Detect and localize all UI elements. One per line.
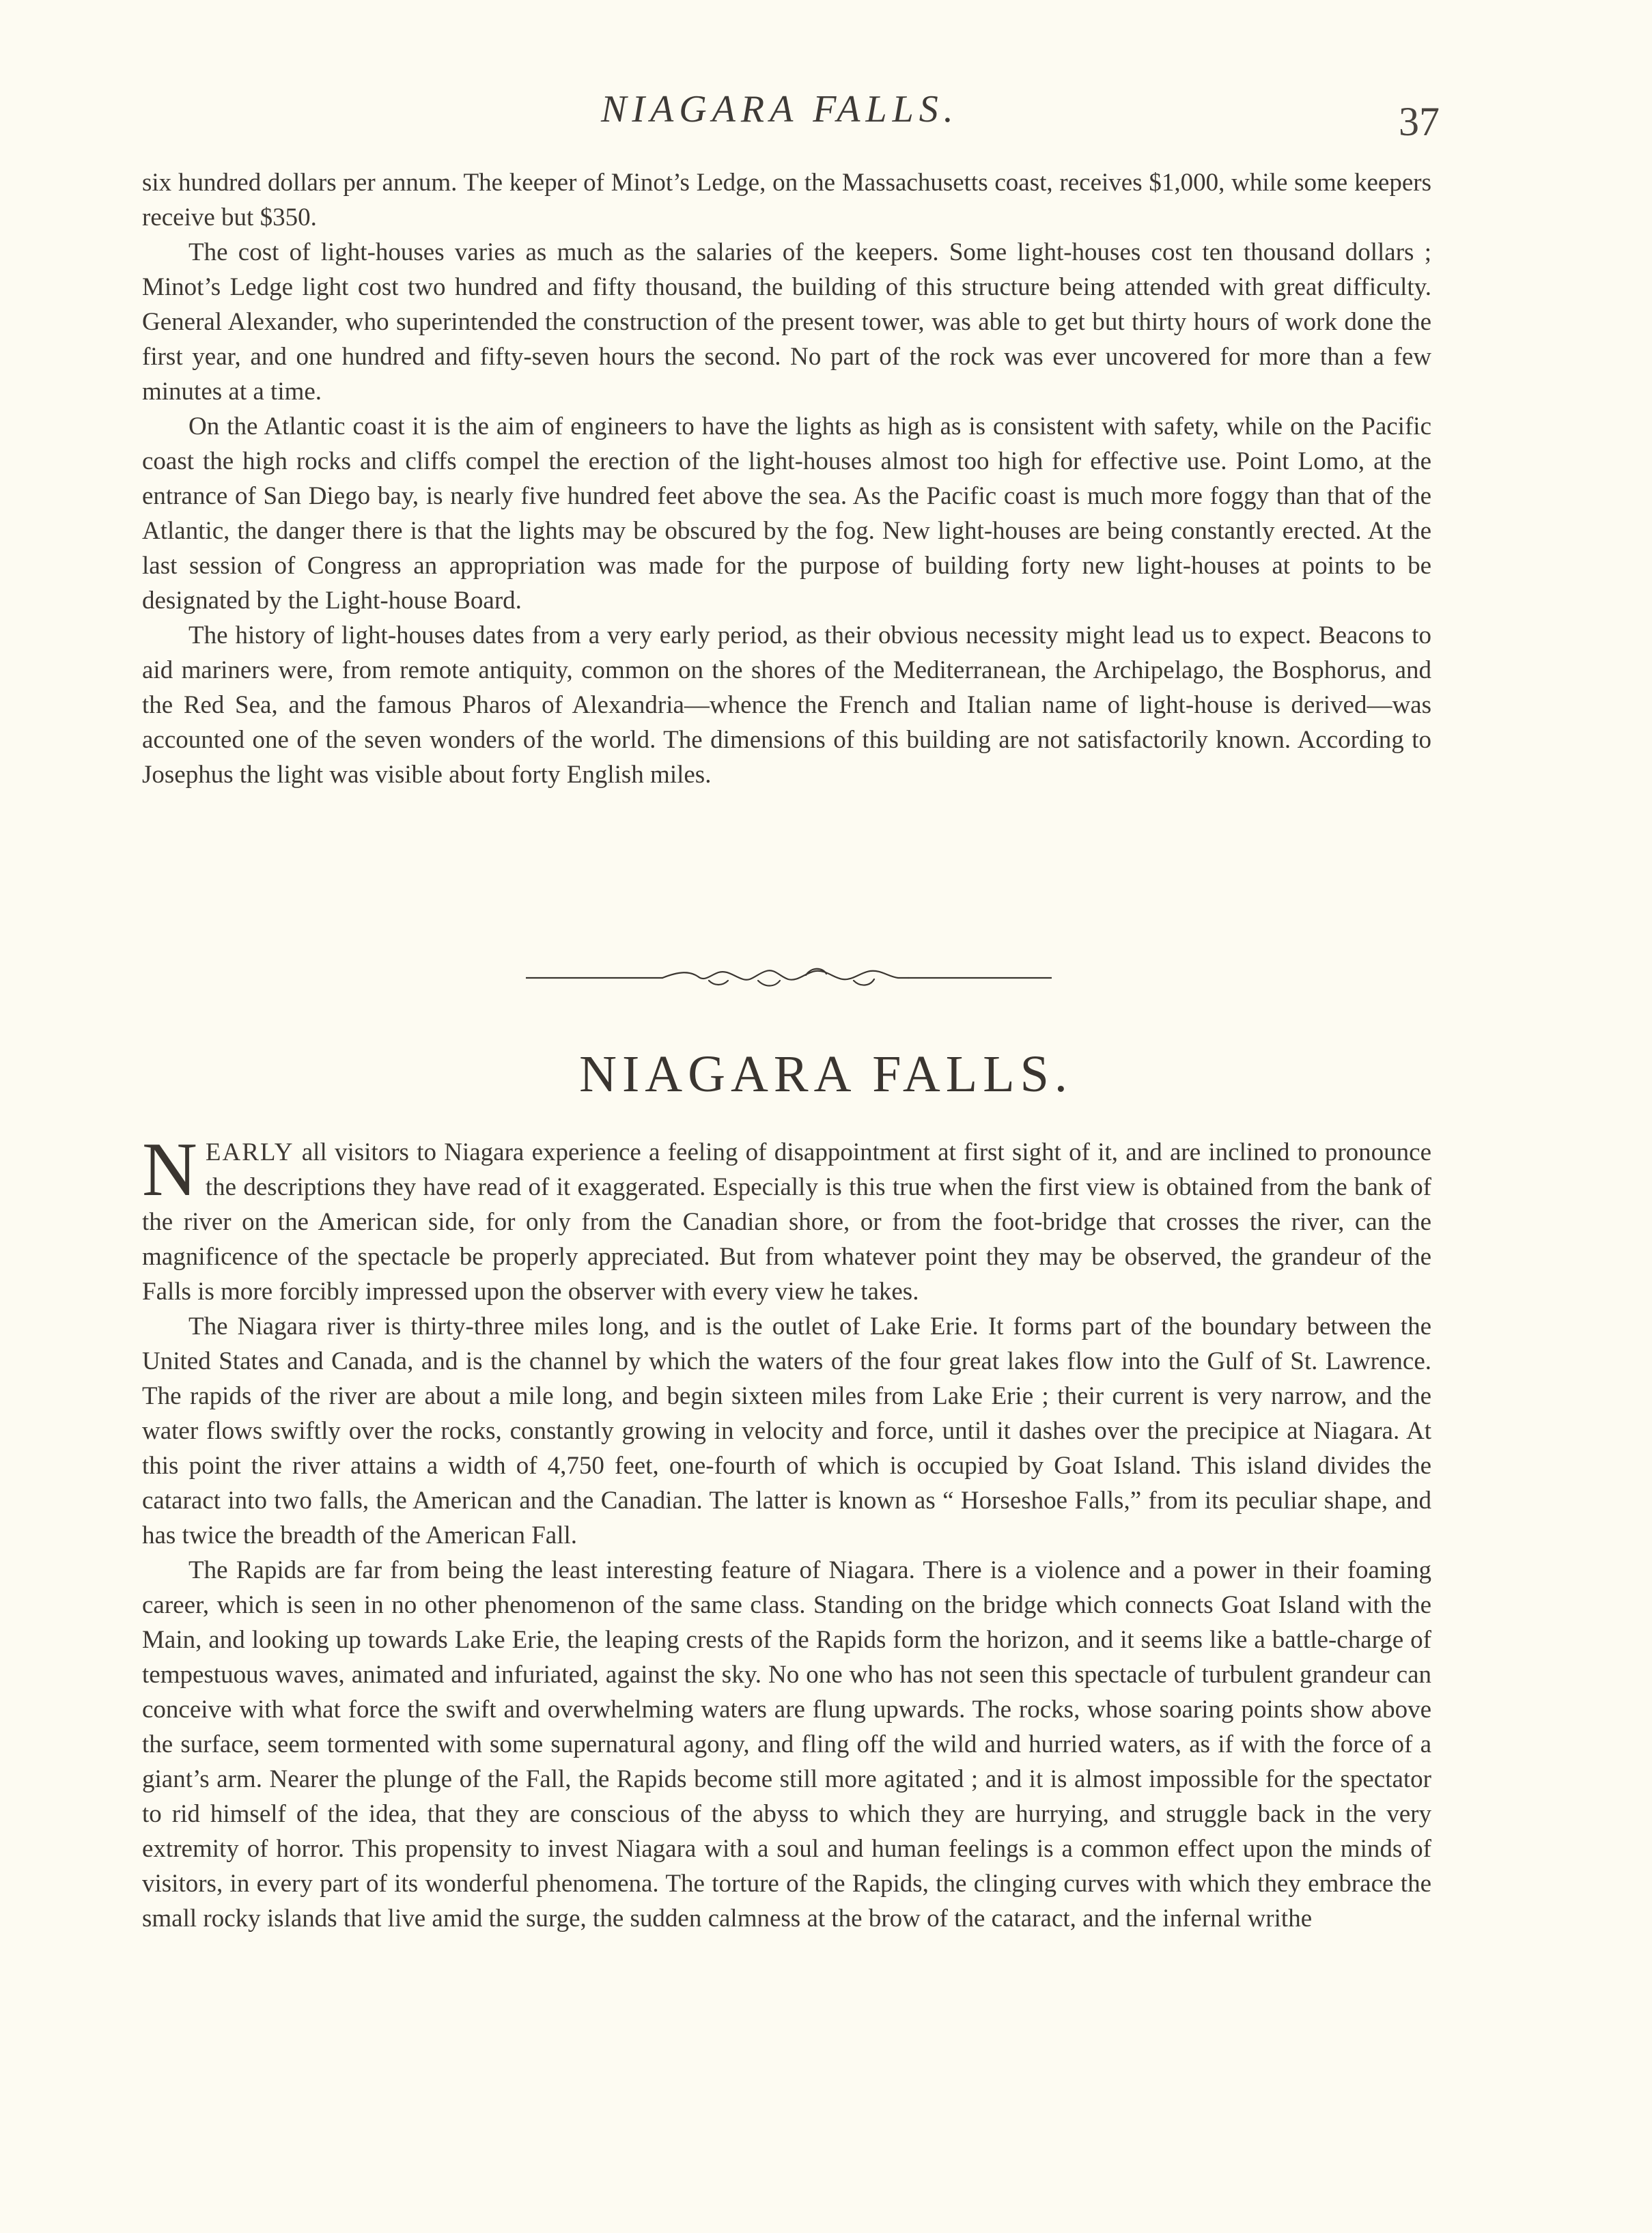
opening-caps: EARLY: [205, 1138, 294, 1166]
drop-cap: N: [142, 1127, 197, 1212]
paragraph: The cost of light-houses varies as much as the salaries of the keepers. Some light-houses cost ten thousand dollars ; Minot’s Ledge light cost two hundred and fifty thousand, the building of this structure being attended with great difficulty. General Alexander, who superintended the construction of the present tower, was able to get but thirty hours of work done the first year, and one hundred and fifty-seven hours the second. No part of the rock was ever uncovered for more than a few minutes at a time.: [142, 238, 1431, 406]
opening-text: all visitors to Niagara experience a feeling of disappointment at first sight of it, and are inclined to pronounce the descriptions they have read of it exaggerated. Especially is this true when the first view is obtained from the bank of the river on the American side, for only from the Canadian shore, or from the foot-bridge that crosses the river, can the magnificence of the spectacle be properly appreciated. But from whatever point they may be observed, the grandeur of the Falls is more forcibly impressed upon the observer with every view he takes.: [142, 1138, 1431, 1306]
paragraph: The Rapids are far from being the least interesting feature of Niagara. There is a violence and a power in their foaming career, which is seen in no other phenomenon of the same class. Standing on the bridge which connects Goat Island with the Main, and looking up towards Lake Erie, the leaping crests of the Rapids form the horizon, and it seems like a battle-charge of tempestuous waves, animated and infuriated, against the sky. No one who has not seen this spectacle of turbulent grandeur can conceive with what force the swift and overwhelming waters are flung upwards. The rocks, whose soaring points show above the surface, seem tormented with some supernatural agony, and fling off the wild and hurried waters, as if with the force of a giant’s arm. Nearer the plunge of the Fall, the Rapids become still more agitated ; and it is almost impossible for the spectator to rid himself of the idea, that they are conscious of the abyss to which they are hurrying, and struggle back in the very extremity of horror. This propensity to invest Niagara with a soul and human feelings is a common effect upon the minds of visitors, in every part of its wonderful phenomena. The torture of the Rapids, the clinging curves with which they embrace the small rocky islands that live amid the surge, the sudden calmness at the brow of the cataract, and the infernal writhe: [142, 1556, 1431, 1933]
section-text-block: [142, 1127, 1431, 1936]
paragraph: The Niagara river is thirty-three miles long, and is the outlet of Lake Erie. It forms part of the boundary between the United States and Canada, and is the channel by which the waters of the four great lakes flow into the Gulf of St. Lawrence. The rapids of the river are about a mile long, and begin sixteen miles from Lake Erie ; their current is very narrow, and the water flows swiftly over the rocks, constantly growing in velocity and force, until it dashes over the precipice at Niagara. At this point the river attains a width of 4,750 feet, one-fourth of which is occupied by Goat Island. This island divides the cataract into two falls, the American and the Canadian. The latter is known as “ Horseshoe Falls,” from its peculiar shape, and has twice the breadth of the American Fall.: [142, 1312, 1431, 1549]
paragraph: On the Atlantic coast it is the aim of engineers to have the lights as high as is consistent with safety, while on the Pacific coast the high rocks and cliffs compel the erection of the light-houses almost too high for effective use. Point Lomo, at the entrance of San Diego bay, is nearly five hundred feet above the sea. As the Pacific coast is much more foggy than that of the Atlantic, the danger there is that the lights may be obscured by the fog. New light-houses are being constantly erected. At the last session of Congress an appropriation was made for the purpose of building forty new light-houses at points to be designated by the Light-house Board.: [142, 412, 1431, 615]
flourish-ornament-icon: [526, 961, 1052, 996]
opening-paragraph: [142, 1127, 1431, 1309]
paragraph-continued: six hundred dollars per annum. The keeper of Minot’s Ledge, on the Massachusetts coast, receives $1,000, while some keepers receive but $350.: [142, 169, 1431, 231]
running-title: NIAGARA FALLS.: [601, 88, 959, 130]
paragraph: The history of light-houses dates from a very early period, as their obvious necessity might lead us to expect. Beacons to aid mariners were, from remote antiquity, common on the shores of the Mediterranean, the Archipelago, the Bosphorus, and the Red Sea, and the famous Pharos of Alexandria—whence the French and Italian name of light-house is derived—was accounted one of the seven wonders of the world. The dimensions of this building are not satisfactorily known. According to Josephus the light was visible about forty English miles.: [142, 621, 1431, 789]
running-head: [0, 87, 1652, 142]
section-title: NIAGARA FALLS.: [579, 1045, 1073, 1103]
page-number: 37: [1399, 99, 1440, 144]
continued-text-block: [142, 165, 1431, 792]
